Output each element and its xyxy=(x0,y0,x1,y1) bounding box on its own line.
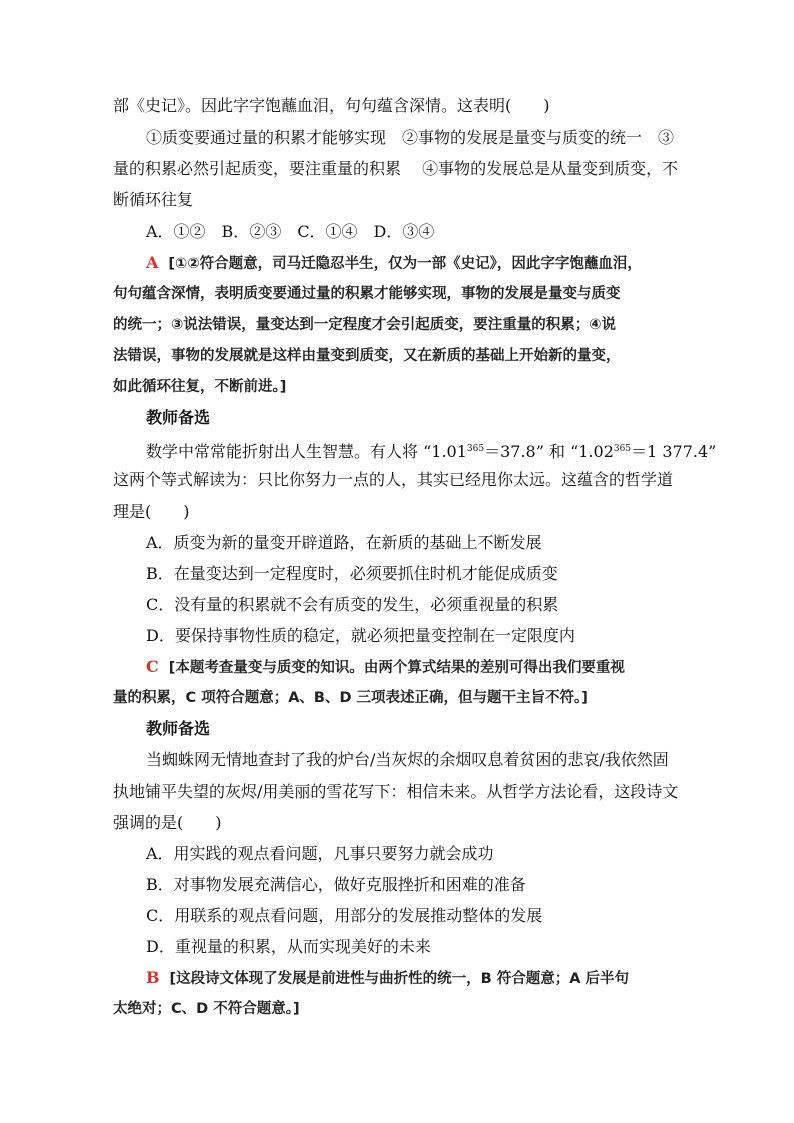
q2-explanation-line2: 量的积累，C 项符合题意；A、B、D 三项表述正确，但与题干主旨不符。] xyxy=(113,690,588,706)
q1-statements-line1: ①质变要通过量的积累才能够实现 ②事物的发展是量变与质变的统一 ③ xyxy=(146,128,675,147)
q3-option-a: A．用实践的观点看问题，凡事只要努力就会成功 xyxy=(146,844,494,863)
q2-option-a: A．质变为新的量变开辟道路，在新质的基础上不断发展 xyxy=(146,533,542,552)
q2-section-header: 教师备选 xyxy=(146,408,211,427)
q3-option-c: C．用联系的观点看问题，用部分的发展推动整体的发展 xyxy=(146,906,543,925)
q2-option-b: B．在量变达到一定程度时，必须要抓住时机才能促成质变 xyxy=(146,564,558,583)
q2-option-c: C．没有量的积累就不会有质变的发生，必须重视量的积累 xyxy=(146,595,559,614)
q2-answer-letter: C xyxy=(146,657,159,676)
q2-stem-line1 xyxy=(146,437,716,464)
q3-stem-line2: 执地铺平失望的灰烬/用美丽的雪花写下：相信未来。从哲学方法论看，这段诗文 xyxy=(113,782,679,801)
q1-explanation-line2: 句句蕴含深情，表明质变要通过量的积累才能够实现，事物的发展是量变与质变 xyxy=(113,286,621,302)
q2-stem-part3: ＝1 377.4” xyxy=(631,442,717,461)
q2-exponent2: 365 xyxy=(613,444,632,454)
q2-explanation-text: [本题考查量变与质变的知识。由两个算式结果的差别可得出我们要重视 xyxy=(168,660,625,676)
q3-option-d: D．重视量的积累，从而实现美好的未来 xyxy=(146,937,431,956)
q1-explanation-line4: 法错误，事物的发展就是这样由量变到质变，又在新质的基础上开始新的量变， xyxy=(113,348,621,364)
q3-stem-line3: 强调的是( ) xyxy=(113,813,222,832)
q1-statements-line3: 断循环往复 xyxy=(113,190,194,209)
q2-stem-line2: 这两个等式解读为：只比你努力一点的人，其实已经甩你太远。这蕴含的哲学道 xyxy=(113,470,674,489)
q1-answer-letter: A xyxy=(146,253,159,272)
q1-stem: 部《史记》。因此字字饱蘸血泪，句句蕴含深情。这表明( ) xyxy=(113,96,550,115)
q2-answer-explanation-line1 xyxy=(146,655,625,680)
q3-option-b: B．对事物发展充满信心，做好克服挫折和困难的准备 xyxy=(146,875,526,894)
q1-choices: A．①② B．②③ C．①④ D．③④ xyxy=(146,222,435,241)
q2-stem-part1: 数学中常常能折射出人生智慧。有人将 “1.01 xyxy=(146,442,467,461)
q3-answer-letter: B xyxy=(146,968,160,987)
q2-stem-part2: ＝37.8” 和 “1.02 xyxy=(484,442,614,461)
q3-stem-line1: 当蜘蛛网无情地查封了我的炉台/当灰烬的余烟叹息着贫困的悲哀/我依然固 xyxy=(146,750,669,769)
q3-explanation-text: [这段诗文体现了发展是前进性与曲折性的统一，B 符合题意；A 后半句 xyxy=(169,971,630,987)
q2-stem-line3: 理是( ) xyxy=(113,502,190,521)
q1-explanation-line5: 如此循环往复，不断前进。] xyxy=(113,379,287,395)
q1-statements-line2: 量的积累必然引起质变，要注重量的积累 ④事物的发展总是从量变到质变，不 xyxy=(113,159,679,178)
q1-explanation-line3: 的统一；③说法错误，量变达到一定程度才会引起质变，要注重量的积累；④说 xyxy=(113,317,617,333)
q3-section-header: 教师备选 xyxy=(146,719,211,738)
q2-option-d: D．要保持事物性质的稳定，就必须把量变控制在一定限度内 xyxy=(146,626,575,645)
q2-exponent1: 365 xyxy=(466,444,485,454)
q1-explanation-text: [①②符合题意，司马迁隐忍半生，仅为一部《史记》，因此字字饱蘸血泪， xyxy=(168,256,642,272)
q3-explanation-line2: 太绝对；C、D 不符合题意。] xyxy=(113,1001,300,1017)
q1-answer-explanation-line1 xyxy=(146,251,642,276)
q3-answer-explanation-line1 xyxy=(146,966,629,991)
